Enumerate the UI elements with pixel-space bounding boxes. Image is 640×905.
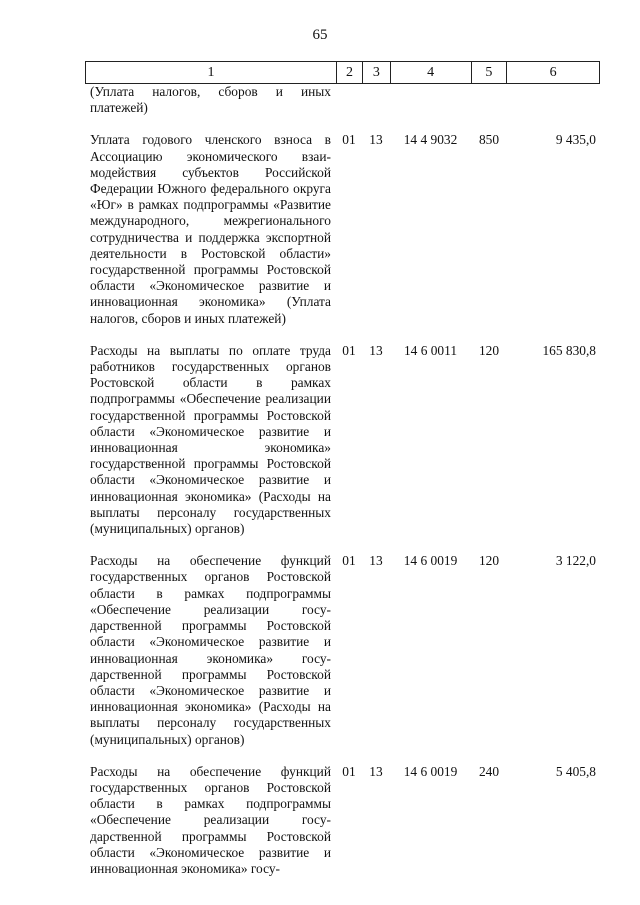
section-code: 01 [342, 342, 356, 358]
target-article-code: 14 4 9032 [403, 132, 458, 148]
budget-table [85, 61, 600, 877]
table-row [85, 84, 600, 116]
section-code: 01 [342, 553, 356, 569]
column-header: 6 [506, 62, 599, 83]
subsection-code: 13 [369, 553, 383, 569]
subsection-code: 13 [369, 342, 383, 358]
amount: 165 830,8 [542, 342, 596, 358]
subsection-code: 13 [369, 763, 383, 779]
amount: 3 122,0 [555, 553, 596, 569]
column-header: 2 [336, 62, 362, 83]
section-code: 01 [342, 132, 356, 148]
column-header: 5 [471, 62, 507, 83]
amount [507, 84, 600, 116]
table-row [85, 553, 600, 747]
table-row [85, 343, 600, 537]
table-row [85, 764, 600, 877]
expense-type-code: 120 [478, 342, 500, 358]
section-code [336, 84, 362, 116]
page-number: 65 [312, 27, 328, 43]
target-article-code: 14 6 0019 [403, 763, 458, 779]
target-article-code: 14 6 0011 [403, 342, 458, 358]
expense-description: Расходы на обеспечение функций государственных органов Ростовской области в рамках подпрограммы «Обеспечение реализации государственной программы Ростовской области «Экономическое развитие и инновационная экономика» государственной программы Ростовской области «Экономическое развитие и инновационная экономика» (Расходы на выплаты персоналу государственных (муниципальных) органов) [90, 553, 331, 747]
amount: 9 435,0 [555, 132, 596, 148]
expense-type-code: 850 [478, 132, 500, 148]
target-article-code: 14 6 0019 [403, 553, 458, 569]
column-header: 1 [207, 64, 215, 80]
expense-description: Уплата годового членского взноса в Ассоциацию экономического взаимодействия субъектов Российской Федерации Южного федерального округа «Юг» в рамках подпрограммы «Развитие международного, межрегионального сотрудничества и поддержка экспортной деятельности в Ростовской области» государственной программы Ростовской области «Экономическое развитие и инновационная экономика» (Уплата налогов, сборов и иных платежей) [90, 132, 331, 326]
target-article-code [390, 84, 471, 116]
subsection-code [362, 84, 390, 116]
expense-description: Расходы на обеспечение функций государственных органов Ростовской области в рамках подпрограммы «Обеспечение реализации государственной программы Ростовской области «Экономическое развитие и инновационная экономика» госу- [90, 763, 331, 876]
amount: 5 405,8 [555, 763, 596, 779]
expense-description: Расходы на выплаты по оплате труда работников государственных органов Ростовской области в рамках подпрограммы «Обеспечение реализации государственной программы Ростовской области «Экономическое развитие и инновационная экономика» государственной программы Ростовской области «Экономическое развитие и инновационная экономика» (Расходы на выплаты персоналу государственных (муниципальных) органов) [90, 342, 331, 537]
table-row [85, 132, 600, 326]
expense-type-code [471, 84, 507, 116]
column-header: 4 [390, 62, 471, 83]
expense-type-code: 120 [478, 553, 500, 569]
expense-type-code: 240 [478, 763, 500, 779]
table-header-row [85, 61, 600, 84]
section-code: 01 [342, 763, 356, 779]
expense-description: (Уплата налогов, сборов и иных платежей) [90, 84, 331, 116]
column-header: 3 [362, 62, 390, 83]
subsection-code: 13 [369, 132, 383, 148]
